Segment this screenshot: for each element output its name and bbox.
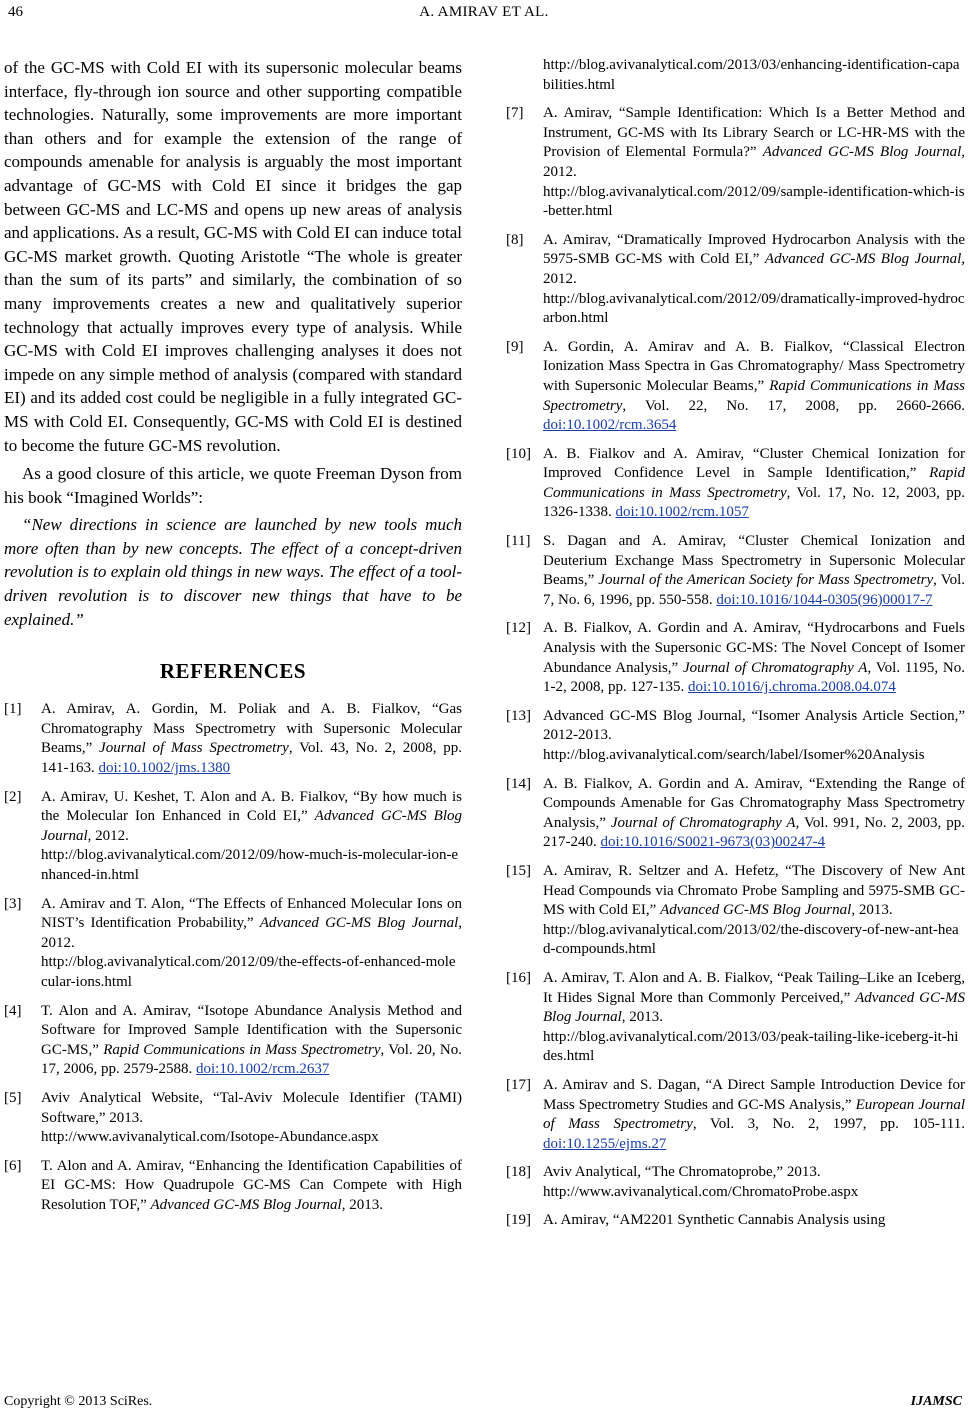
reference-details: , Vol. 1195, No. 1-2, 2008, pp. 127-135. [543,659,965,696]
journal-abbrev: IJAMSC [910,1394,962,1409]
reference-url[interactable]: http://www.avivanalytical.com/Isotope-Abundance.aspx [41,1129,379,1146]
reference-details: , Vol. 20, No. 17, 2006, pp. 2579-2588. [41,1041,462,1078]
reference-number: [8] [506,231,524,248]
left-column [4,56,462,1225]
reference-url[interactable]: http://blog.avivanalytical.com/2012/09/dramatically-improved-hydrocarbon.html [543,290,965,327]
reference-url[interactable]: http://www.avivanalytical.com/ChromatoProbe.aspx [543,1183,859,1200]
reference-text: A. B. Fialkov, A. Gordin and A. Amirav, “Hydrocarbons and Fuels Analysis with the Supersonic GC-MS: The Novel Concept of Isomer Abundance Analysis,” [543,620,965,676]
reference-source: Advanced GC-MS Blog Journal [41,808,462,844]
doi-link[interactable]: doi:10.1016/1044-0305(96)00017-7 [716,591,933,608]
reference-number: [18] [506,1164,531,1181]
running-title: A. AMIRAV ET AL. [419,4,549,20]
reference-text: A. Amirav, “Sample Identification: Which Is a Better Method and Instrument, GC-MS with Its Library Search or LC-HR-MS with the Provision of Elemental Formula?” [543,105,965,161]
reference-number: [3] [4,895,22,912]
reference-item [506,1163,965,1202]
reference-source: European Journal of Mass Spectrometry [543,1096,966,1133]
reference-source: Journal of Mass Spectrometry [99,740,289,757]
doi-link[interactable]: doi:10.1002/rcm.3654 [543,417,677,434]
reference-url[interactable]: http://blog.avivanalytical.com/2012/09/how-much-is-molecular-ion-enhanced-in.html [41,847,459,883]
reference-number: [17] [506,1076,531,1093]
doi-link[interactable]: doi:10.1016/j.chroma.2008.04.074 [688,679,896,696]
reference-list [4,700,462,1215]
reference-source: Journal of the American Society for Mass Spectrometry [598,572,934,589]
reference-url[interactable]: http://blog.avivanalytical.com/search/label/Isomer%20Analysis [543,747,925,763]
reference-source: Rapid Communications in Mass Spectrometry [543,465,965,501]
reference-item [4,895,462,993]
reference-details: , 2012. [87,827,129,844]
reference-text: A. Amirav and S. Dagan, “A Direct Sample Introduction Device for Mass Spectrometry Studies and GC-MS Analysis,” [543,1076,965,1113]
reference-number: [7] [506,105,524,122]
doi-link[interactable]: doi:10.1002/rcm.2637 [196,1061,330,1078]
reference-text: A. Gordin, A. Amirav and A. B. Fialkov, “Classical Electron Ionization Mass Spectra in Gas Chromatography/ Mass Spectrometry with Supersonic Molecular Beams,” [543,338,965,394]
reference-item [506,1076,965,1154]
reference-text: A. B. Fialkov and A. Amirav, “Cluster Chemical Ionization for Improved Confidence Level in Sample Identification,” [543,445,965,482]
reference-details: , Vol. 17, No. 12, 2003, pp. 1326-1338. [543,484,965,521]
reference-source: Advanced GC-MS Blog Journal [660,902,852,919]
reference-source: Journal of Chromatography A [610,814,796,831]
reference-text: Aviv Analytical, “The Chromatoprobe,” 2013. [543,1164,821,1181]
reference-item [506,707,965,766]
reference-item [4,1002,462,1080]
reference-details: , Vol. 991, No. 2, 2003, pp. 217-240. [543,814,965,851]
body-paragraph: of the GC-MS with Cold EI with its supersonic molecular beams interface, fly-through ion source and other supporting compatible technologies. Naturally, some improvements are more important than others and for example the extension of the range of compounds amenable for analysis is arguably the most important advantage of GC-MS with Cold EI since it bridges the gap between GC-MS and LC-MS and opens up new areas of analysis and applications. As a result, GC-MS with Cold EI can induce total GC-MS market growth. Quoting Aristotle “The whole is greater than the sum of its parts” and similarly, the combination of so many improvements creates a new and qualitatively superior technology that actually improves every type of analysis. While GC-MS with Cold EI improves challenging analyses it does not impede on any simple method of analysis (compared with standard EI) and its added cost could be negligible in a fully integrated GC-MS with Cold EI. Consequently, GC-MS with Cold EI is destined to become the future GC-MS revolution. [4,58,462,455]
reference-list [506,104,965,1231]
reference-source: Advanced GC-MS Blog Journal [764,251,962,268]
reference-number: [5] [4,1089,22,1106]
reference-text: A. Amirav, “Dramatically Improved Hydrocarbon Analysis with the 5975-SMB GC-MS with Cold EI,” [543,231,965,268]
reference-item [506,445,965,523]
reference-text: A. Amirav and T. Alon, “The Effects of Enhanced Molecular Ions on NIST’s Identification Probability,” [41,895,462,932]
reference-details: , Vol. 3, No. 2, 1997, pp. 105-111. [692,1116,965,1133]
reference-item [506,775,965,853]
page-number: 46 [8,4,23,20]
doi-link[interactable]: doi:10.1002/rcm.1057 [615,504,749,521]
reference-number: [19] [506,1212,531,1229]
reference-item [506,532,965,610]
reference-text: Advanced GC-MS Blog Journal, “Isomer Analysis Article Section,” 2012-2013. [543,707,965,744]
reference-number: [14] [506,775,531,792]
dyson-quote: “New directions in science are launched by new tools much more often than by new concepts. The effect of a concept-driven revolution is to explain old things in new ways. The effect of a tool-driven revolution is to discover new things that have to be explained.” [4,515,462,629]
reference-text: T. Alon and A. Amirav, “Enhancing the Identification Capabilities of EI GC-MS: How Quadrupole GC-MS Can Compete with High Resolution TOF,” [41,1157,462,1213]
reference-source: Advanced GC-MS Blog Journal [150,1196,342,1213]
reference-text: T. Alon and A. Amirav, “Isotope Abundance Analysis Method and Software for Improved Sample Identification with the Supersonic GC-MS,” [41,1002,462,1058]
reference-item [506,104,965,222]
reference-details: , 2012. [543,251,965,287]
reference-text: A. Amirav, “AM2201 Synthetic Cannabis Analysis using [543,1212,886,1229]
reference-text: A. B. Fialkov, A. Gordin and A. Amirav, “Extending the Range of Compounds Amenable for Gas Chromatography Mass Spectrometry Analysis,” [543,775,965,831]
doi-link[interactable]: doi:10.1255/ejms.27 [543,1135,667,1152]
reference-item [506,862,965,960]
reference-number: [4] [4,1002,22,1019]
reference-source: Advanced GC-MS Blog Journal [259,915,459,932]
reference-url[interactable]: http://blog.avivanalytical.com/2013/02/the-discovery-of-new-ant-head-compounds.html [543,921,959,958]
reference-details: , Vol. 7, No. 6, 1996, pp. 550-558. [543,572,966,608]
reference-number: [10] [506,445,531,462]
reference-continued-url[interactable]: http://blog.avivanalytical.com/2013/03/enhancing-identification-capabilities.html [543,57,960,93]
reference-details: , 2012. [543,144,965,180]
doi-link[interactable]: doi:10.1002/jms.1380 [98,760,231,777]
reference-source: Advanced GC-MS Blog Journal [543,989,966,1026]
reference-details: , 2012. [41,915,462,951]
reference-item [4,1157,462,1216]
reference-text: A. Amirav, T. Alon and A. B. Fialkov, “Peak Tailing–Like an Iceberg, It Hides Signal More than Commonly Perceived,” [543,969,965,1006]
reference-number: [13] [506,707,531,724]
reference-url[interactable]: http://blog.avivanalytical.com/2012/09/sample-identification-which-is-better.html [543,183,965,220]
reference-text: A. Amirav, A. Gordin, M. Poliak and A. B. Fialkov, “Gas Chromatography Mass Spectrometry with Supersonic Molecular Beams,” [41,701,462,757]
reference-details: , 2013. [341,1196,383,1213]
reference-number: [1] [4,701,22,718]
reference-source: Journal of Chromatography A [683,659,868,676]
reference-number: [6] [4,1157,22,1174]
reference-number: [2] [4,788,22,805]
reference-text: Aviv Analytical Website, “Tal-Aviv Molecule Identifier (TAMI) Software,” 2013. [41,1089,462,1126]
reference-item [506,1211,965,1231]
reference-details: , Vol. 22, No. 17, 2008, pp. 2660-2666. [622,397,965,414]
reference-item [506,619,965,697]
reference-text: S. Dagan and A. Amirav, “Cluster Chemical Ionization and Deuterium Exchange Mass Spectrometry in Supersonic Molecular Beams,” [543,533,965,589]
reference-item [4,700,462,778]
reference-details: , 2013. [851,902,893,919]
reference-text: A. Amirav, U. Keshet, T. Alon and A. B. Fialkov, “By how much is the Molecular Ion Enhanced in Cold EI,” [41,788,462,825]
reference-number: [15] [506,862,531,879]
reference-item [506,338,965,436]
reference-url[interactable]: http://blog.avivanalytical.com/2012/09/the-effects-of-enhanced-molecular-ions.html [41,954,456,990]
reference-source: Advanced GC-MS Blog Journal [762,144,962,161]
reference-number: [11] [506,533,531,550]
references-heading: REFERENCES [159,659,307,684]
body-paragraph: As a good closure of this article, we quote Freeman Dyson from his book “Imagined Worlds”: [4,464,462,507]
reference-number: [9] [506,338,524,355]
reference-text: A. Amirav, R. Seltzer and A. Hefetz, “The Discovery of New Ant Head Compounds via Chromato Probe Sampling and 5975-SMB GC-MS with Cold EI,” [543,862,965,919]
reference-item [4,788,462,886]
reference-details: , 2013. [621,1009,663,1026]
reference-url[interactable]: http://blog.avivanalytical.com/2013/03/peak-tailing-like-iceberg-it-hides.html [543,1028,959,1065]
reference-details: , Vol. 43, No. 2, 2008, pp. 141-163. [41,740,462,777]
reference-item [506,231,965,329]
reference-number: [16] [506,969,531,986]
reference-number: [12] [506,620,531,637]
reference-item [4,1089,462,1148]
copyright: Copyright © 2013 SciRes. [4,1394,153,1409]
reference-source: Rapid Communications in Mass Spectrometry [103,1041,381,1058]
reference-source: Rapid Communications in Mass Spectrometry [543,377,966,414]
right-column [506,56,965,1240]
reference-item [506,969,965,1067]
doi-link[interactable]: doi:10.1016/S0021-9673(03)00247-4 [600,834,826,851]
